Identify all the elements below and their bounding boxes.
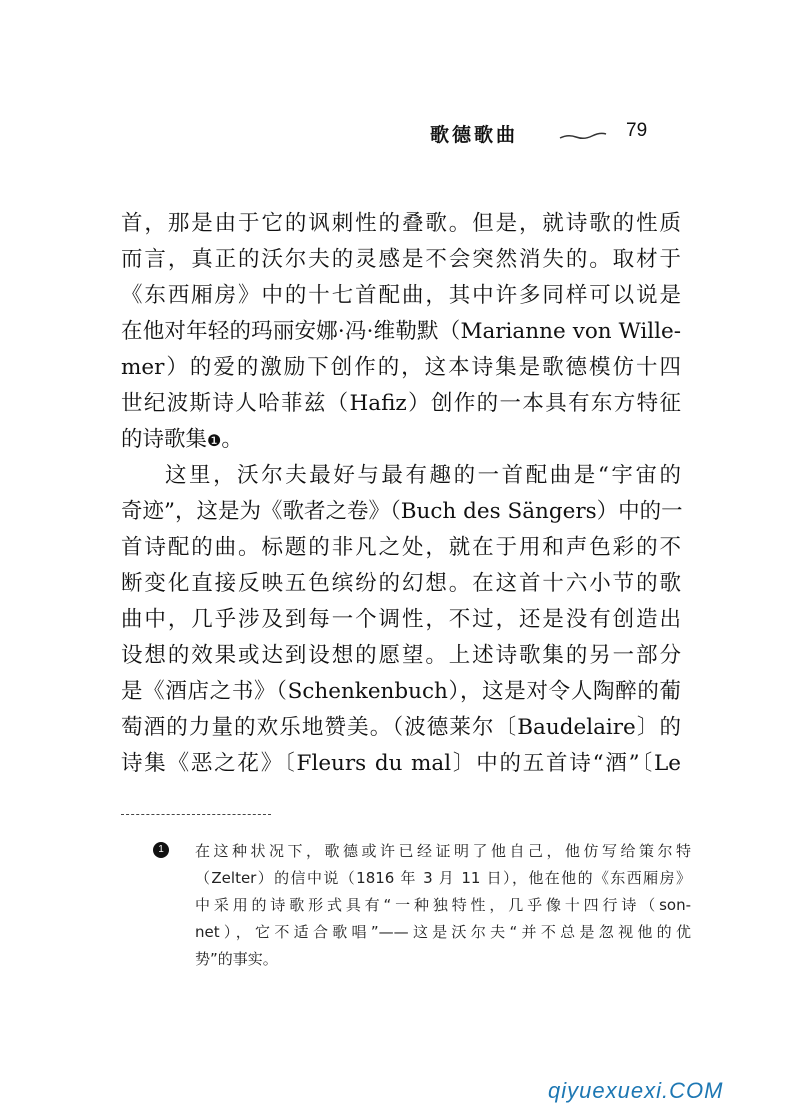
- header-ornament: [558, 132, 608, 140]
- header-title: 歌德歌曲: [430, 124, 519, 146]
- footnote-reference[interactable]: ❶: [207, 431, 222, 450]
- site-watermark: qiyuexuexi.COM: [548, 1078, 724, 1103]
- page-number: 79: [626, 120, 648, 141]
- footnote-marker: 1: [153, 842, 169, 858]
- footnote-text: [195, 838, 691, 973]
- body-line: 奇迹”，这是为《歌者之卷》（Buch des Sängers）中的一: [121, 499, 683, 524]
- footnote-divider: [121, 814, 271, 815]
- footnote-line: 在这种状况下，歌德或许已经证明了他自己，他仿写给策尔特: [195, 842, 691, 860]
- body-line: 断变化直接反映五色缤纷的幻想。在这首十六小节的歌: [121, 571, 681, 596]
- body-line: [121, 422, 681, 458]
- footnote-line: 中采用的诗歌形式具有“一种独特性，几乎像十四行诗（son-: [195, 896, 691, 914]
- running-header: [430, 120, 670, 150]
- body-line: 设想的效果或达到设想的愿望。上述诗歌集的另一部分: [121, 643, 681, 668]
- body-line: 首，那是由于它的讽刺性的叠歌。但是，就诗歌的性质: [121, 211, 681, 236]
- footnote-line: （Zelter）的信中说（1816 年 3 月 11 日），他在他的《东西厢房》: [195, 869, 691, 887]
- body-line: 萄酒的力量的欢乐地赞美。（波德莱尔〔Baudelaire〕的: [121, 715, 681, 740]
- body-line: 《东西厢房》中的十七首配曲，其中许多同样可以说是: [121, 283, 681, 308]
- paragraph-end: 。: [221, 427, 243, 452]
- body-line: mer）的爱的激励下创作的，这本诗集是歌德模仿十四: [121, 355, 681, 380]
- footnote-line: net），它不适合歌唱”——这是沃尔夫“并不总是忽视他的优: [195, 923, 691, 941]
- body-line: 在他对年轻的玛丽安娜·冯·维勒默（Marianne von Wille-: [121, 319, 681, 344]
- body-line: 首诗配的曲。标题的非凡之处，就在于用和声色彩的不: [121, 535, 681, 560]
- body-text: [121, 206, 681, 782]
- footnote-line: 势”的事实。: [195, 950, 278, 968]
- body-line-text: 的诗歌集: [121, 427, 208, 452]
- body-line: 而言，真正的沃尔夫的灵感是不会突然消失的。取材于: [121, 247, 681, 272]
- body-line: 是《酒店之书》（Schenkenbuch），这是对令人陶醉的葡: [121, 679, 681, 704]
- body-line: 诗集《恶之花》〔Fleurs du mal〕中的五首诗“酒”〔Le: [121, 751, 681, 776]
- body-line: 这里，沃尔夫最好与最有趣的一首配曲是“宇宙的: [165, 463, 681, 488]
- body-line: 曲中，几乎涉及到每一个调性，不过，还是没有创造出: [121, 607, 681, 632]
- body-line: 世纪波斯诗人哈菲兹（Hafiz）创作的一本具有东方特征: [121, 391, 681, 416]
